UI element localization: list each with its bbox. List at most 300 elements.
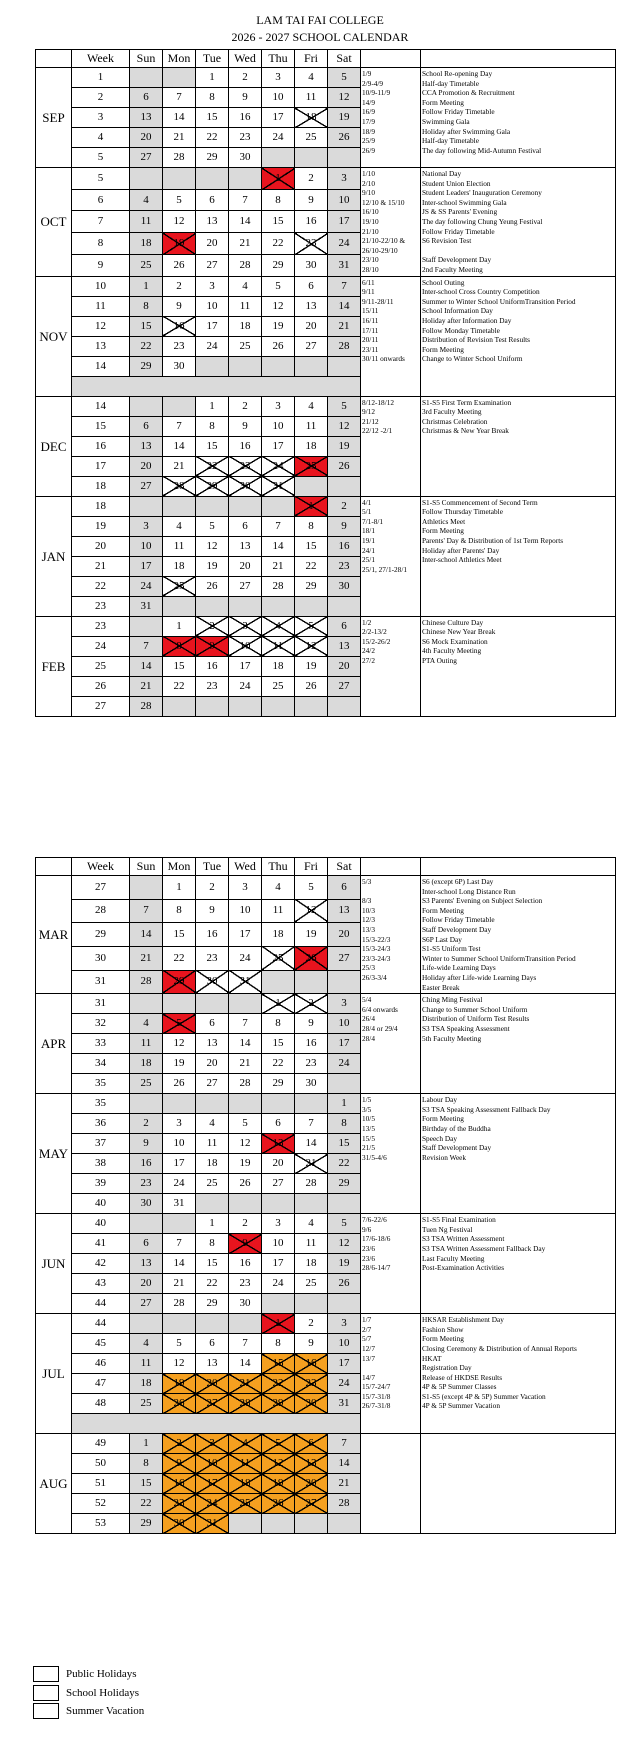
event-description: National Day bbox=[422, 169, 462, 178]
day-cell: 24 bbox=[229, 946, 262, 970]
event-description: Inter-school Cross Country Competition bbox=[422, 287, 540, 297]
day-cell: 12 bbox=[328, 88, 361, 108]
week-number: 20 bbox=[72, 536, 130, 556]
week-number: 21 bbox=[72, 556, 130, 576]
week-number: 40 bbox=[72, 1194, 130, 1214]
day-cell: 2 bbox=[196, 876, 229, 900]
day-cell: 13 bbox=[130, 436, 163, 456]
day-cell: 6 bbox=[295, 1434, 328, 1454]
day-cell: 5 bbox=[163, 1334, 196, 1354]
day-cell: 24 bbox=[196, 336, 229, 356]
day-cell: 28 bbox=[295, 1174, 328, 1194]
month-label-nov: NOV bbox=[36, 276, 72, 396]
day-cell: 8 bbox=[196, 88, 229, 108]
event-date: 1/9 bbox=[362, 69, 372, 78]
event-date: 3/5 bbox=[362, 1104, 372, 1114]
day-cell: 28 bbox=[328, 1494, 361, 1514]
day-cell: 22 bbox=[196, 128, 229, 148]
event-description: Change to Summer School Uniform bbox=[422, 1004, 528, 1014]
day-cell: 2 bbox=[163, 1434, 196, 1454]
day-cell: 7 bbox=[229, 1334, 262, 1354]
day-cell: 8 bbox=[130, 296, 163, 316]
column-header-wed: Wed bbox=[229, 858, 262, 876]
header-dates-cell bbox=[361, 50, 421, 68]
event-description: S1-S5 Final Examination bbox=[422, 1215, 496, 1225]
day-cell: 12 bbox=[328, 1234, 361, 1254]
week-number: 23 bbox=[72, 616, 130, 636]
event-description: School Information Day bbox=[422, 306, 493, 316]
day-cell: 19 bbox=[295, 656, 328, 676]
day-cell: 18 bbox=[262, 923, 295, 947]
day-cell: 17 bbox=[328, 1034, 361, 1054]
day-cell: 6 bbox=[130, 1234, 163, 1254]
day-cell: 28 bbox=[262, 576, 295, 596]
event-date: 12/3 bbox=[362, 915, 375, 925]
empty-day-cell bbox=[262, 970, 295, 994]
day-cell: 28 bbox=[130, 696, 163, 716]
day-cell: 9 bbox=[163, 296, 196, 316]
day-cell: 6 bbox=[130, 416, 163, 436]
empty-day-cell bbox=[262, 696, 295, 716]
week-row bbox=[36, 276, 616, 296]
calendar-table-2 bbox=[35, 857, 616, 1534]
event-descriptions-sep bbox=[421, 68, 616, 168]
event-date: 4/1 bbox=[362, 497, 372, 507]
day-cell: 9 bbox=[196, 636, 229, 656]
week-row bbox=[36, 68, 616, 88]
day-cell: 21 bbox=[163, 456, 196, 476]
event-date: 8/12-18/12 bbox=[362, 397, 395, 407]
month-label-may: MAY bbox=[36, 1094, 72, 1214]
day-cell: 18 bbox=[130, 1374, 163, 1394]
day-cell: 23 bbox=[130, 1174, 163, 1194]
event-description bbox=[422, 246, 614, 256]
empty-day-cell bbox=[196, 1094, 229, 1114]
day-cell: 12 bbox=[262, 296, 295, 316]
day-cell: 15 bbox=[295, 536, 328, 556]
event-date: 26/3-3/4 bbox=[362, 972, 387, 982]
event-description: 4P & 5P Summer Vacation bbox=[422, 1401, 500, 1411]
day-cell: 11 bbox=[295, 416, 328, 436]
day-cell: 30 bbox=[295, 254, 328, 276]
week-number: 30 bbox=[72, 946, 130, 970]
week-number: 1 bbox=[72, 68, 130, 88]
day-cell: 4 bbox=[295, 396, 328, 416]
day-cell: 27 bbox=[295, 336, 328, 356]
day-cell: 7 bbox=[262, 516, 295, 536]
day-cell: 27 bbox=[229, 576, 262, 596]
empty-day-cell bbox=[130, 1214, 163, 1234]
day-cell: 25 bbox=[295, 1274, 328, 1294]
day-cell: 8 bbox=[163, 636, 196, 656]
legend-summer-vacation-label: Summer Vacation bbox=[66, 1705, 145, 1717]
event-date: 13/5 bbox=[362, 1123, 375, 1133]
empty-day-cell bbox=[196, 696, 229, 716]
event-date: 17/6-18/6 bbox=[362, 1234, 391, 1244]
day-cell: 21 bbox=[328, 316, 361, 336]
empty-day-cell bbox=[196, 356, 229, 376]
event-description: Holiday after Life-wide Learning Days bbox=[422, 972, 537, 982]
day-cell: 11 bbox=[262, 636, 295, 656]
empty-day-cell bbox=[229, 1094, 262, 1114]
day-cell: 13 bbox=[196, 1354, 229, 1374]
event-description: Holiday after Parents' Day bbox=[422, 545, 500, 555]
day-cell: 5 bbox=[328, 396, 361, 416]
week-number: 27 bbox=[72, 696, 130, 716]
day-cell: 5 bbox=[163, 189, 196, 211]
day-cell: 20 bbox=[130, 456, 163, 476]
event-description: Change to Winter School Uniform bbox=[422, 354, 523, 364]
event-description: Inter-school Swimming Gala bbox=[422, 197, 507, 207]
day-cell: 8 bbox=[262, 189, 295, 211]
week-row bbox=[36, 1434, 616, 1454]
empty-day-cell bbox=[295, 1094, 328, 1114]
week-number: 50 bbox=[72, 1454, 130, 1474]
day-cell: 15 bbox=[196, 1254, 229, 1274]
day-cell: 1 bbox=[130, 276, 163, 296]
event-date: 12/10 & 15/10 bbox=[362, 197, 405, 207]
calendar-title: 2026 - 2027 SCHOOL CALENDAR bbox=[231, 30, 409, 44]
empty-day-cell bbox=[196, 596, 229, 616]
day-cell: 14 bbox=[229, 211, 262, 233]
day-cell: 9 bbox=[130, 1134, 163, 1154]
legend-school-holiday-label: School Holidays bbox=[66, 1687, 140, 1699]
empty-day-cell bbox=[295, 970, 328, 994]
day-cell: 27 bbox=[295, 1494, 328, 1514]
day-cell: 17 bbox=[328, 211, 361, 233]
day-cell: 15 bbox=[196, 436, 229, 456]
day-cell: 2 bbox=[229, 1214, 262, 1234]
day-cell: 18 bbox=[295, 436, 328, 456]
week-number: 27 bbox=[72, 876, 130, 900]
day-cell: 14 bbox=[328, 296, 361, 316]
day-cell: 24 bbox=[328, 233, 361, 255]
day-cell: 19 bbox=[229, 1154, 262, 1174]
day-cell: 25 bbox=[163, 576, 196, 596]
day-cell: 10 bbox=[196, 1454, 229, 1474]
day-cell: 3 bbox=[130, 516, 163, 536]
header-dates-cell bbox=[361, 858, 421, 876]
day-cell: 10 bbox=[163, 1134, 196, 1154]
empty-day-cell bbox=[262, 148, 295, 168]
event-dates-sep bbox=[361, 68, 421, 168]
week-number: 14 bbox=[72, 356, 130, 376]
event-description: Tuen Ng Festival bbox=[422, 1224, 473, 1234]
event-date: 5/1 bbox=[362, 507, 372, 517]
day-cell: 23 bbox=[295, 1374, 328, 1394]
day-cell: 20 bbox=[196, 1054, 229, 1074]
event-description: S3 Parents' Evening on Subject Selection bbox=[422, 896, 543, 906]
day-cell: 10 bbox=[328, 1014, 361, 1034]
day-cell: 4 bbox=[295, 68, 328, 88]
empty-day-cell bbox=[130, 168, 163, 190]
week-row bbox=[36, 1094, 616, 1114]
day-cell: 9 bbox=[163, 1454, 196, 1474]
day-cell: 28 bbox=[130, 970, 163, 994]
day-cell: 16 bbox=[163, 316, 196, 336]
event-dates-jun bbox=[361, 1214, 421, 1314]
day-cell: 9 bbox=[295, 189, 328, 211]
day-cell: 19 bbox=[328, 436, 361, 456]
month-label-oct: OCT bbox=[36, 168, 72, 277]
day-cell: 9 bbox=[229, 1234, 262, 1254]
event-descriptions-nov bbox=[421, 276, 616, 396]
empty-day-cell bbox=[295, 148, 328, 168]
day-cell: 25 bbox=[295, 128, 328, 148]
day-cell: 27 bbox=[196, 1394, 229, 1414]
day-cell: 31 bbox=[196, 1514, 229, 1534]
day-cell: 14 bbox=[163, 108, 196, 128]
event-description: S6 (except 6P) Last Day bbox=[422, 877, 494, 886]
day-cell: 25 bbox=[130, 1074, 163, 1094]
day-cell: 25 bbox=[229, 1494, 262, 1514]
empty-day-cell bbox=[229, 496, 262, 516]
event-description: Christmas & New Year Break bbox=[422, 426, 509, 436]
event-description: 3rd Faculty Meeting bbox=[422, 407, 482, 417]
week-number: 49 bbox=[72, 1434, 130, 1454]
day-cell: 25 bbox=[196, 1174, 229, 1194]
day-cell: 19 bbox=[328, 1254, 361, 1274]
event-description: Inter-school Athletics Meet bbox=[422, 555, 502, 565]
day-cell: 13 bbox=[196, 211, 229, 233]
day-cell: 12 bbox=[328, 416, 361, 436]
empty-day-cell bbox=[328, 476, 361, 496]
week-number: 52 bbox=[72, 1494, 130, 1514]
event-descriptions-apr bbox=[421, 994, 616, 1094]
event-description: CCA Promotion & Recruitment bbox=[422, 88, 515, 98]
day-cell: 10 bbox=[328, 189, 361, 211]
week-number: 15 bbox=[72, 416, 130, 436]
event-date: 25/1, 27/1-28/1 bbox=[362, 564, 407, 574]
empty-day-cell bbox=[163, 1214, 196, 1234]
day-cell: 23 bbox=[229, 128, 262, 148]
day-cell: 22 bbox=[262, 233, 295, 255]
event-date: 23/3-24/3 bbox=[362, 953, 391, 963]
week-number: 36 bbox=[72, 1114, 130, 1134]
day-cell: 21 bbox=[229, 1374, 262, 1394]
week-number: 34 bbox=[72, 1054, 130, 1074]
week-number: 35 bbox=[72, 1094, 130, 1114]
day-cell: 21 bbox=[163, 128, 196, 148]
column-header-fri: Fri bbox=[295, 858, 328, 876]
day-cell: 15 bbox=[262, 211, 295, 233]
week-row bbox=[36, 496, 616, 516]
day-cell: 22 bbox=[295, 556, 328, 576]
event-date: 1/10 bbox=[362, 169, 375, 178]
day-cell: 13 bbox=[196, 1034, 229, 1054]
day-cell: 2 bbox=[130, 1114, 163, 1134]
empty-day-cell bbox=[163, 994, 196, 1014]
column-header-thu: Thu bbox=[262, 50, 295, 68]
day-cell: 10 bbox=[130, 536, 163, 556]
empty-day-cell bbox=[130, 1094, 163, 1114]
day-cell: 29 bbox=[262, 254, 295, 276]
day-cell: 12 bbox=[229, 1134, 262, 1154]
event-description: Form Meeting bbox=[422, 526, 464, 536]
day-cell: 12 bbox=[295, 899, 328, 923]
month-label-aug: AUG bbox=[36, 1434, 72, 1534]
day-cell: 1 bbox=[262, 1314, 295, 1334]
day-cell: 30 bbox=[229, 476, 262, 496]
day-cell: 27 bbox=[328, 676, 361, 696]
day-cell: 3 bbox=[262, 68, 295, 88]
day-cell: 11 bbox=[229, 296, 262, 316]
day-cell: 9 bbox=[229, 416, 262, 436]
day-cell: 8 bbox=[163, 899, 196, 923]
day-cell: 7 bbox=[229, 1014, 262, 1034]
day-cell: 20 bbox=[295, 1474, 328, 1494]
day-cell: 26 bbox=[328, 1274, 361, 1294]
event-date: 28/6-14/7 bbox=[362, 1263, 391, 1273]
day-cell: 2 bbox=[229, 396, 262, 416]
event-date: 26/9 bbox=[362, 145, 375, 155]
event-description: S1-S5 (except 4P & 5P) Summer Vacation bbox=[422, 1391, 546, 1401]
day-cell: 18 bbox=[295, 108, 328, 128]
event-description: School Outing bbox=[422, 277, 465, 287]
empty-day-cell bbox=[229, 1194, 262, 1214]
empty-day-cell bbox=[262, 1094, 295, 1114]
event-description: Speech Day bbox=[422, 1133, 458, 1143]
day-cell: 22 bbox=[130, 1494, 163, 1514]
day-cell: 25 bbox=[130, 1394, 163, 1414]
empty-day-cell bbox=[130, 1314, 163, 1334]
event-date: 16/9 bbox=[362, 107, 375, 117]
day-cell: 28 bbox=[229, 1074, 262, 1094]
empty-day-cell bbox=[262, 1294, 295, 1314]
event-date: 17/11 bbox=[362, 325, 379, 335]
event-date: 16/10 bbox=[362, 207, 379, 217]
empty-day-cell bbox=[328, 696, 361, 716]
day-cell: 4 bbox=[130, 1014, 163, 1034]
empty-day-cell bbox=[328, 1074, 361, 1094]
week-number: 46 bbox=[72, 1354, 130, 1374]
empty-day-cell bbox=[295, 1294, 328, 1314]
day-cell: 10 bbox=[229, 899, 262, 923]
day-cell: 5 bbox=[163, 1014, 196, 1034]
empty-day-cell bbox=[229, 168, 262, 190]
day-cell: 1 bbox=[262, 168, 295, 190]
day-cell: 19 bbox=[163, 1054, 196, 1074]
event-date: 21/5 bbox=[362, 1143, 375, 1153]
event-date: 18/1 bbox=[362, 526, 375, 536]
column-header-tue: Tue bbox=[196, 50, 229, 68]
event-date: 2/7 bbox=[362, 1324, 372, 1334]
day-cell: 24 bbox=[262, 1274, 295, 1294]
event-descriptions-jul bbox=[421, 1314, 616, 1434]
day-cell: 21 bbox=[163, 1274, 196, 1294]
day-cell: 22 bbox=[163, 676, 196, 696]
day-cell: 18 bbox=[229, 316, 262, 336]
event-date: 28/4 or 29/4 bbox=[362, 1023, 398, 1033]
day-cell: 10 bbox=[262, 88, 295, 108]
day-cell: 3 bbox=[196, 1434, 229, 1454]
day-cell: 16 bbox=[196, 923, 229, 947]
week-number: 18 bbox=[72, 476, 130, 496]
day-cell: 23 bbox=[163, 1494, 196, 1514]
day-cell: 2 bbox=[196, 616, 229, 636]
day-cell: 26 bbox=[328, 456, 361, 476]
day-cell: 8 bbox=[196, 1234, 229, 1254]
empty-day-cell bbox=[328, 356, 361, 376]
empty-day-cell bbox=[262, 596, 295, 616]
day-cell: 21 bbox=[295, 1154, 328, 1174]
day-cell: 19 bbox=[262, 1474, 295, 1494]
event-date: 1/2 bbox=[362, 617, 372, 627]
week-number: 53 bbox=[72, 1514, 130, 1534]
day-cell: 25 bbox=[262, 946, 295, 970]
day-cell: 21 bbox=[130, 946, 163, 970]
day-cell: 18 bbox=[295, 1254, 328, 1274]
empty-day-cell bbox=[295, 476, 328, 496]
day-cell: 5 bbox=[328, 1214, 361, 1234]
week-number: 26 bbox=[72, 676, 130, 696]
day-cell: 5 bbox=[295, 876, 328, 900]
day-cell: 11 bbox=[130, 211, 163, 233]
column-header-mon: Mon bbox=[163, 858, 196, 876]
day-cell: 31 bbox=[130, 596, 163, 616]
event-date: 28/10 bbox=[362, 264, 379, 274]
day-cell: 2 bbox=[328, 496, 361, 516]
day-cell: 18 bbox=[130, 233, 163, 255]
event-date: 23/6 bbox=[362, 1253, 375, 1263]
event-descriptions-jan bbox=[421, 496, 616, 616]
day-cell: 29 bbox=[262, 1394, 295, 1414]
day-cell: 2 bbox=[229, 68, 262, 88]
day-cell: 5 bbox=[262, 1434, 295, 1454]
day-cell: 20 bbox=[130, 128, 163, 148]
day-cell: 8 bbox=[328, 1114, 361, 1134]
event-description: Chinese Culture Day bbox=[422, 617, 484, 627]
week-number: 38 bbox=[72, 1154, 130, 1174]
column-header-week: Week bbox=[72, 50, 130, 68]
day-cell: 17 bbox=[130, 556, 163, 576]
event-date: 7/1-8/1 bbox=[362, 516, 384, 526]
week-number: 9 bbox=[72, 254, 130, 276]
empty-day-cell bbox=[262, 496, 295, 516]
day-cell: 4 bbox=[262, 876, 295, 900]
day-cell: 21 bbox=[229, 233, 262, 255]
month-label-sep: SEP bbox=[36, 68, 72, 168]
day-cell: 15 bbox=[328, 1134, 361, 1154]
month-label-jul: JUL bbox=[36, 1314, 72, 1434]
event-description: The day following Mid-Autumn Festival bbox=[422, 145, 542, 155]
day-cell: 1 bbox=[295, 496, 328, 516]
event-description: Holiday after Swimming Gala bbox=[422, 126, 511, 136]
day-cell: 24 bbox=[328, 1054, 361, 1074]
day-cell: 24 bbox=[130, 576, 163, 596]
empty-day-cell bbox=[130, 876, 163, 900]
day-cell: 13 bbox=[262, 1134, 295, 1154]
event-description: Half-day Timetable bbox=[422, 136, 479, 146]
event-date: 27/2 bbox=[362, 655, 375, 665]
day-cell: 8 bbox=[262, 1014, 295, 1034]
day-cell: 28 bbox=[163, 148, 196, 168]
day-cell: 27 bbox=[130, 1294, 163, 1314]
event-date: 15/2-26/2 bbox=[362, 636, 391, 646]
event-dates-jan bbox=[361, 496, 421, 616]
day-cell: 7 bbox=[163, 416, 196, 436]
event-description: Follow Friday Timetable bbox=[422, 107, 495, 117]
column-header-mon: Mon bbox=[163, 50, 196, 68]
event-descriptions-oct bbox=[421, 168, 616, 277]
event-description: 2nd Faculty Meeting bbox=[422, 264, 483, 274]
day-cell: 5 bbox=[295, 616, 328, 636]
event-description: Parents' Day & Distribution of 1st Term Reports bbox=[422, 535, 564, 545]
day-cell: 24 bbox=[262, 456, 295, 476]
event-descriptions-jun bbox=[421, 1214, 616, 1314]
day-cell: 28 bbox=[328, 336, 361, 356]
event-description: Distribution of Revision Test Results bbox=[422, 335, 530, 345]
